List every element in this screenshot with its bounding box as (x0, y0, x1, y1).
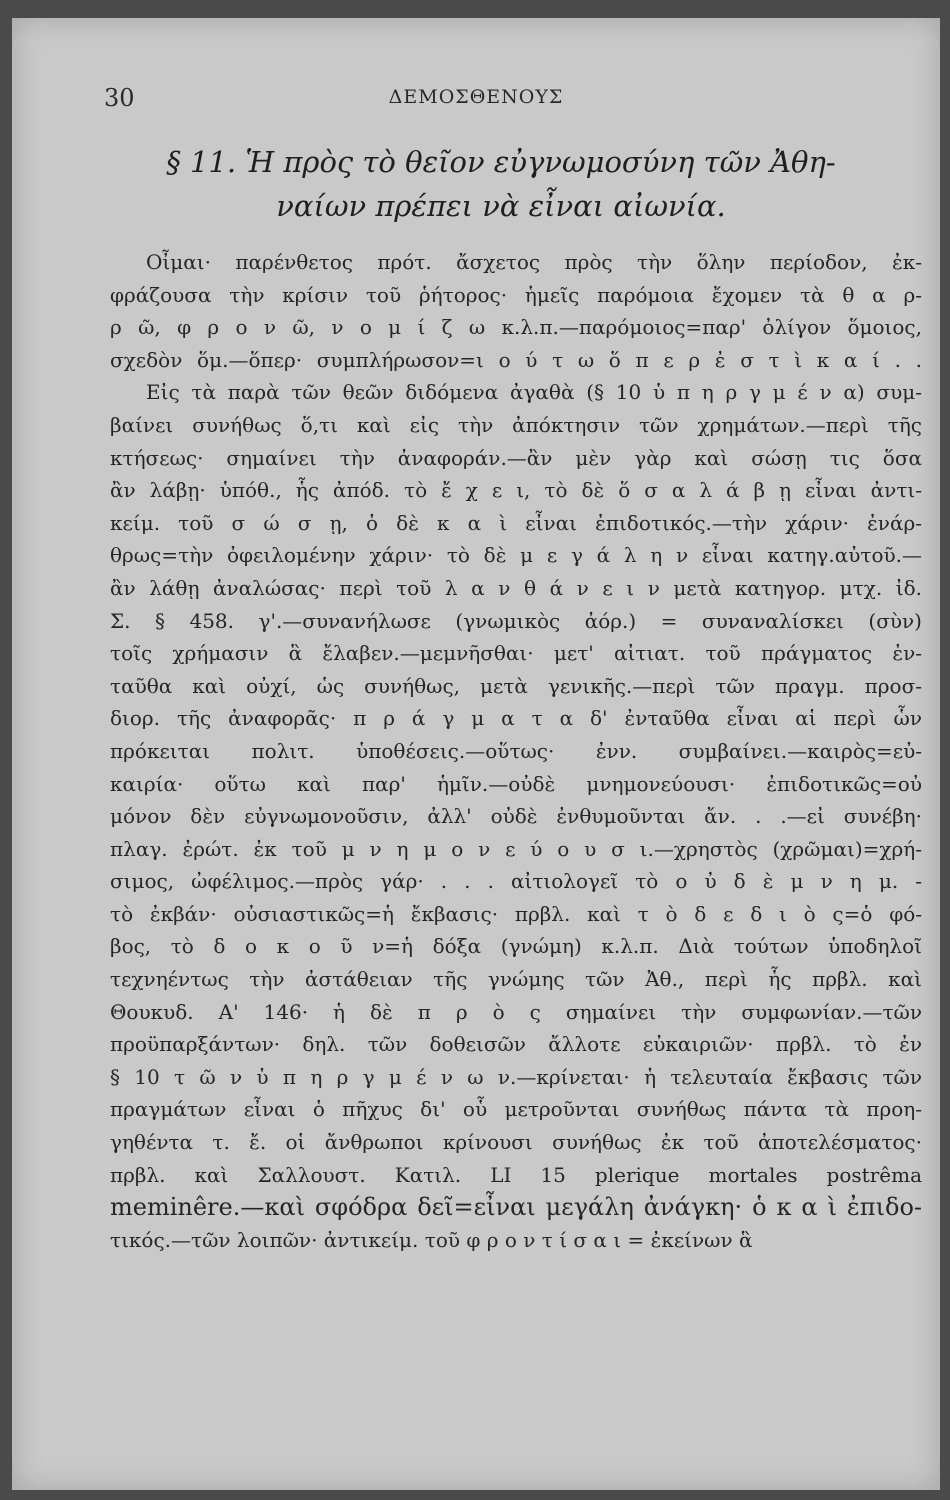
commentary-line: ἂν λάβῃ· ὑπόθ., ἧς ἀπόδ. τὸ ἔ χ ε ι, τὸ δὲ ὅ σ α λ ά β ῃ εἶναι ἀντι- (110, 478, 922, 503)
commentary-line: ταῦθα καὶ οὐχί, ὡς συνήθως, μετὰ γενικῆς.—περὶ τῶν πραγμ. προσ- (110, 673, 922, 698)
commentary-line: διορ. τῆς ἀναφορᾶς· π ρ ά γ μ α τ α δ' ἐνταῦθα εἶναι αἱ περὶ ὧν (110, 706, 922, 731)
commentary-line: τὸ ἐκβάν· οὐσιαστικῶς=ἡ ἔκβασις· πρβλ. καὶ τ ὸ δ ε δ ι ὸ ς=ὁ φό- (110, 901, 922, 926)
commentary-line: κείμ. τοῦ σ ώ σ ῃ, ὁ δὲ κ α ὶ εἶναι ἐπιδοτικός.—τὴν χάριν· ἐνάρ- (110, 510, 922, 535)
page-header (12, 84, 940, 114)
commentary-line: σχεδὸν ὅμ.—ὅπερ· συμπλήρωσον=ι ο ύ τ ω ὅ π ε ρ ἐ σ τ ὶ κ α ί . . (110, 347, 922, 372)
commentary-text (110, 246, 922, 1256)
commentary-line: βαίνει συνήθως ὅ,τι καὶ εἰς τὴν ἀπόκτησιν τῶν χρημάτων.—περὶ τῆς (110, 412, 922, 437)
commentary-line: πρόκειται πολιτ. ὑποθέσεις.—οὕτως· ἐνν. συμβαίνει.—καιρὸς=εὐ- (110, 738, 922, 763)
commentary-line: ρ ῶ, φ ρ ο ν ῶ, ν ο μ ί ζ ω κ.λ.π.—παρόμοιος=παρ' ὀλίγον ὅμοιος, (110, 315, 922, 340)
commentary-line: βος, τὸ δ ο κ ο ῦ ν=ἡ δόξα (γνώμη) κ.λ.π. Διὰ τούτων ὑποδηλοῖ (110, 934, 922, 959)
running-title: ΔΕΜΟΣΘΕΝΟΥΣ (388, 86, 564, 108)
commentary-line: § 10 τ ῶ ν ὑ π η ρ γ μ έ ν ω ν.—κρίνεται· ἡ τελευταία ἔκβασις τῶν (110, 1064, 922, 1089)
commentary-line: Εἰς τὰ παρὰ τῶν θεῶν διδόμενα ἀγαθὰ (§ 10 ὑ π η ρ γ μ έ ν α) συμ- (146, 380, 922, 405)
commentary-line: ἂν λάθῃ ἀναλώσας· περὶ τοῦ λ α ν θ ά ν ε ι ν μετὰ κατηγορ. μτχ. ἰδ. (110, 575, 922, 600)
section-heading-line: ναίων πρέπει νὰ εἶναι αἰωνία. (276, 189, 726, 223)
section-heading-line: § 11. Ἡ πρὸς τὸ θεῖον εὐγνωμοσύνη τῶν Ἀθη- (166, 145, 836, 179)
commentary-line: φράζουσα τὴν κρίσιν τοῦ ῥήτορος· ἡμεῖς παρόμοια ἔχομεν τὰ θ α ρ- (110, 282, 922, 307)
commentary-line: meminêre.—καὶ σφόδρα δεῖ=εἶναι μεγάλη ἀνάγκη· ὁ κ α ὶ ἐπιδο- (110, 1193, 922, 1222)
commentary-line: προϋπαρξάντων· δηλ. τῶν δοθεισῶν ἄλλοτε εὐκαιριῶν· πρβλ. τὸ ἐν (110, 1032, 922, 1057)
commentary-line: Οἶμαι· παρένθετος πρότ. ἄσχετος πρὸς τὴν ὅλην περίοδον, ἐκ- (146, 250, 922, 274)
commentary-line: Θουκυδ. Α' 146· ἡ δὲ π ρ ὸ ς σημαίνει τὴν συμφωνίαν.—τῶν (110, 999, 922, 1024)
commentary-line: θρως=τὴν ὀφειλομένην χάριν· τὸ δὲ μ ε γ ά λ η ν εἶναι κατηγ.αὐτοῦ.— (110, 543, 922, 568)
commentary-line: πλαγ. ἐρώτ. ἐκ τοῦ μ ν η μ ο ν ε ύ ο υ σ ι.—χρηστὸς (χρῶμαι)=χρή- (110, 836, 922, 861)
commentary-line: τεχνηέντως τὴν ἀστάθειαν τῆς γνώμης τῶν Ἀθ., περὶ ἧς πρβλ. καὶ (110, 967, 922, 992)
commentary-line: μόνον δὲν εὐγνωμονοῦσιν, ἀλλ' οὐδὲ ἐνθυμοῦνται ἄν. . .—εἰ συνέβη· (110, 804, 922, 829)
commentary-line: Σ. § 458. γ'.—συνανήλωσε (γνωμικὸς ἀόρ.) = συναναλίσκει (σὺν) (110, 608, 922, 633)
commentary-line: πρβλ. καὶ Σαλλουστ. Κατιλ. LI 15 plerique mortales postrêma (110, 1162, 922, 1187)
page-number: 30 (104, 84, 135, 112)
commentary-line: κτήσεως· σημαίνει τὴν ἀναφοράν.—ἂν μὲν γὰρ καὶ σώσῃ τις ὅσα (110, 445, 922, 470)
commentary-line: τοῖς χρήμασιν ἃ ἔλαβεν.—μεμνῆσθαι· μετ' αἰτιατ. τοῦ πράγματος ἐν- (110, 641, 922, 666)
commentary-line: γηθέντα τ. ἔ. οἱ ἄνθρωποι κρίνουσι συνήθως ἐκ τοῦ ἀποτελέσματος· (110, 1130, 922, 1155)
commentary-line: καιρία· οὕτω καὶ παρ' ἡμῖν.—οὐδὲ μνημονεύουσι· ἐπιδοτικῶς=οὐ (110, 771, 922, 796)
commentary-line: τικός.—τῶν λοιπῶν· ἀντικείμ. τοῦ φ ρ ο ν τ ί σ α ι = ἐκείνων ἃ (110, 1227, 753, 1252)
commentary-line: σιμος, ὠφέλιμος.—πρὸς γάρ· . . . αἰτιολογεῖ τὸ ο ὐ δ ὲ μ ν η μ. - (110, 869, 922, 894)
book-page (12, 18, 940, 1490)
commentary-line: πραγμάτων εἶναι ὁ πῆχυς δι' οὗ μετροῦνται συνήθως πάντα τὰ προη- (110, 1097, 922, 1122)
section-heading (132, 140, 870, 228)
